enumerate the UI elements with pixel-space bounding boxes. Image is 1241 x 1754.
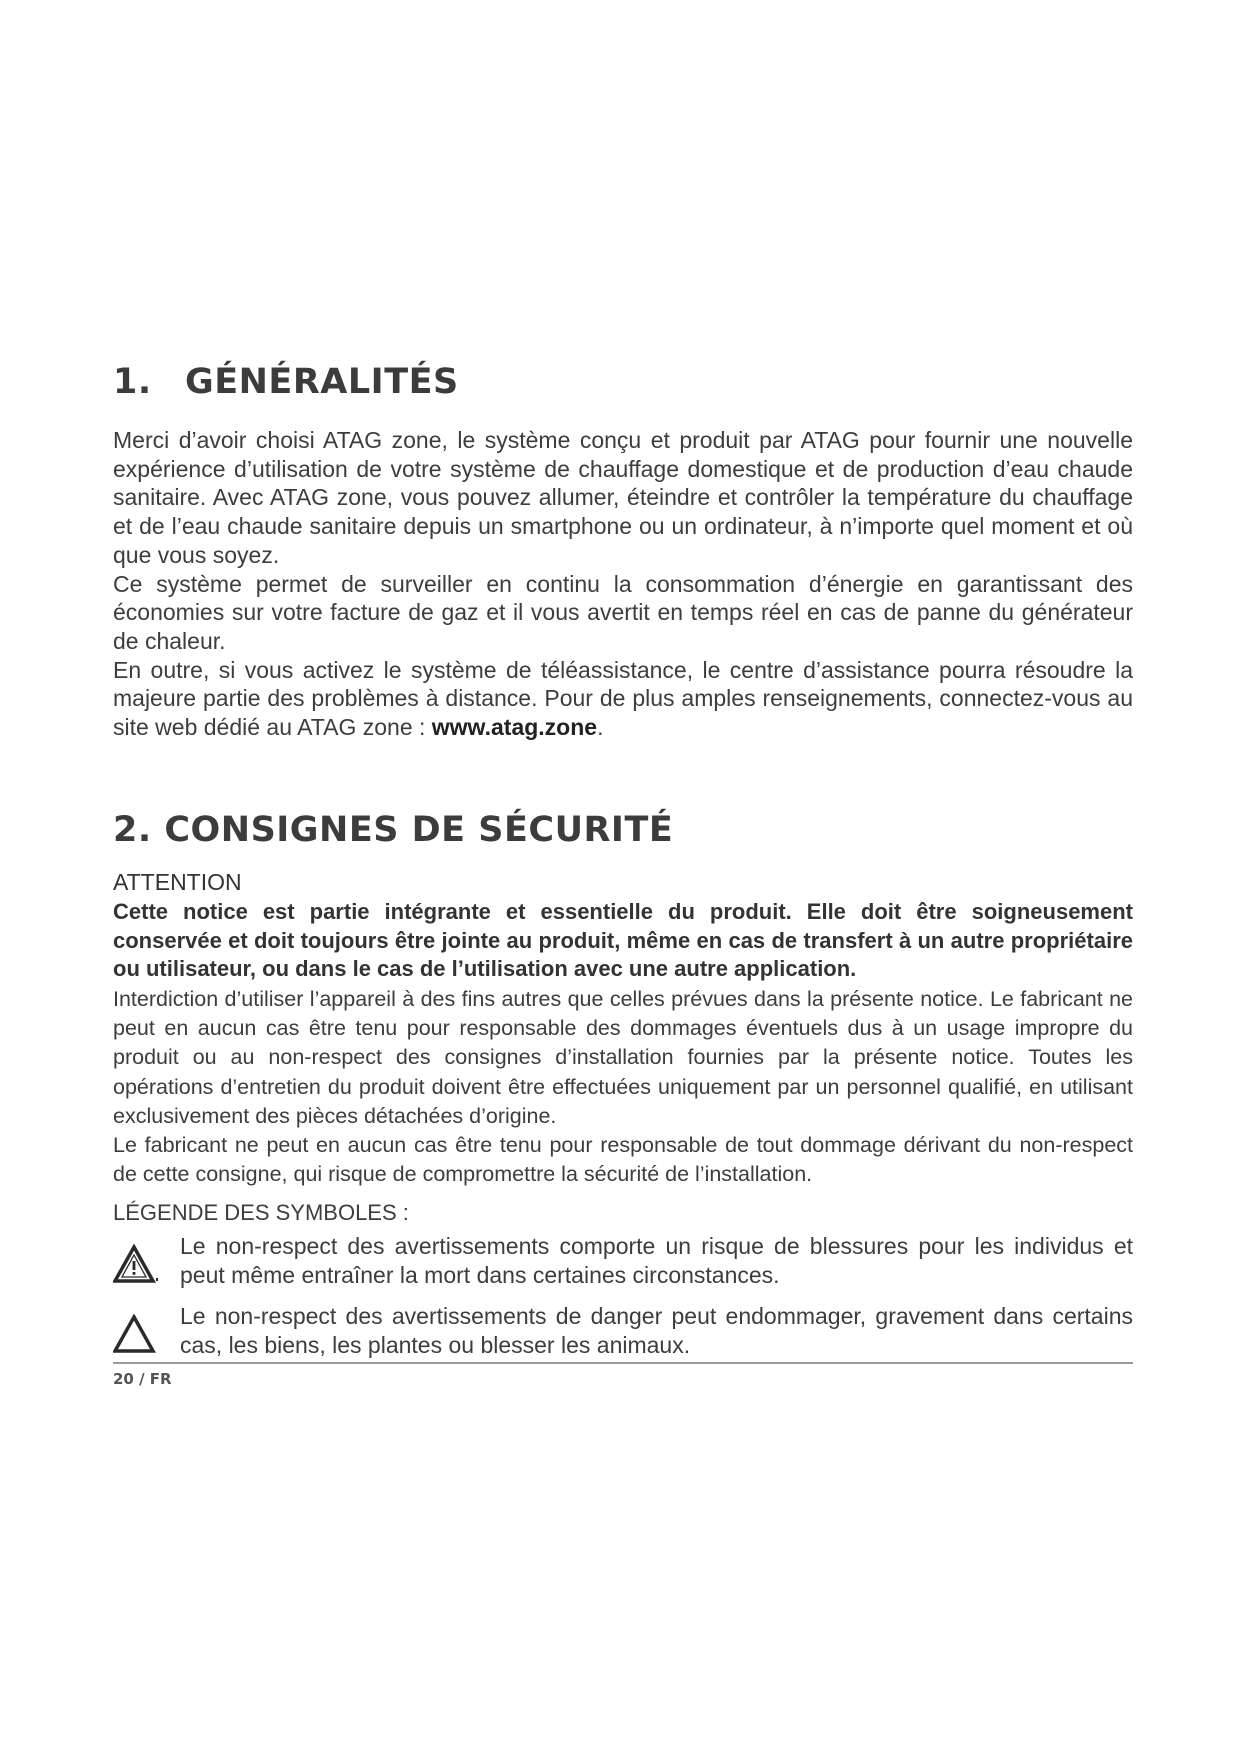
symbol-row-injury	[113, 1232, 1133, 1294]
safety-paragraph: Le fabricant ne peut en aucun cas être tenu pour responsable de tout dommage dérivant du non-respect de cette consigne, qui risque de compromettre la sécurité de l’installation.	[113, 1133, 1133, 1187]
section-1-number: 1.	[113, 362, 152, 402]
attention-text: Cette notice est partie intégrante et essentielle du produit. Elle doit être soigneusement conservée et doit toujours être jointe au produit, même en cas de transfert à un autre propriétaire ou utilisateur, ou dans le cas de l’utilisation avec une autre application.	[113, 899, 1133, 981]
warning-triangle-exclamation-icon	[113, 1244, 159, 1289]
intro-paragraph-last: En outre, si vous activez le système de téléassistance, le centre d’assistance pourra résoudre la majeure partie des problèmes à distance. Pour de plus amples renseignements, connectez-vous au site web dédié au ATAG zone : www.atag.zone.	[113, 656, 1133, 741]
symbol-row-damage	[113, 1302, 1133, 1364]
warning-triangle-outline-icon	[113, 1314, 159, 1359]
website-link[interactable]: www.atag.zone	[431, 714, 598, 741]
symbols-legend-label: LÉGENDE DES SYMBOLES :	[113, 1200, 409, 1225]
symbol-description: Le non-respect des avertissements de danger peut endommager, gravement dans certains cas, les biens, les plantes ou blesser les animaux.	[180, 1303, 1133, 1358]
section-2-heading: 2. CONSIGNES DE SÉCURITÉ	[113, 810, 674, 850]
section-1-heading	[113, 362, 1133, 402]
safety-paragraph: Interdiction d’utiliser l’appareil à des fins autres que celles prévues dans la présente notice. Le fabricant ne peut en aucun cas être tenu pour responsable des dommages éventuels dus à un usage impropre du produit ou au non-respect des consignes d’installation fournies par la présente notice. Toutes les opérations d’entretien du produit doivent être effectuées uniquement par un personnel qualifié, en utilisant exclusivement des pièces détachées d’origine.	[113, 987, 1133, 1128]
intro-paragraph: Merci d’avoir choisi ATAG zone, le système conçu et produit par ATAG pour fournir une nouvelle expérience d’utilisation de votre système de chauffage domestique et de production d’eau chaude sanitaire. Avec ATAG zone, vous pouvez allumer, éteindre et contrôler la température du chauffage et de l’eau chaude sanitaire depuis un smartphone ou un ordinateur, à n’importe quel moment et où que vous soyez.	[113, 427, 1133, 568]
page-number: 20 / FR	[113, 1370, 172, 1388]
section-1-body	[113, 426, 1133, 742]
symbol-description: Le non-respect des avertissements comporte un risque de blessures pour les individus et peut même entraîner la mort dans certaines circonstances.	[180, 1233, 1133, 1288]
footer-divider	[113, 1362, 1133, 1364]
section-2-body	[113, 985, 1133, 1189]
intro-paragraph: Ce système permet de surveiller en continu la consommation d’énergie en garantissant des économies sur votre facture de gaz et il vous avertit en temps réel en cas de panne du générateur de chaleur.	[113, 570, 1133, 654]
section-1-title: GÉNÉRALITÉS	[185, 362, 459, 402]
attention-label: ATTENTION	[113, 869, 242, 895]
